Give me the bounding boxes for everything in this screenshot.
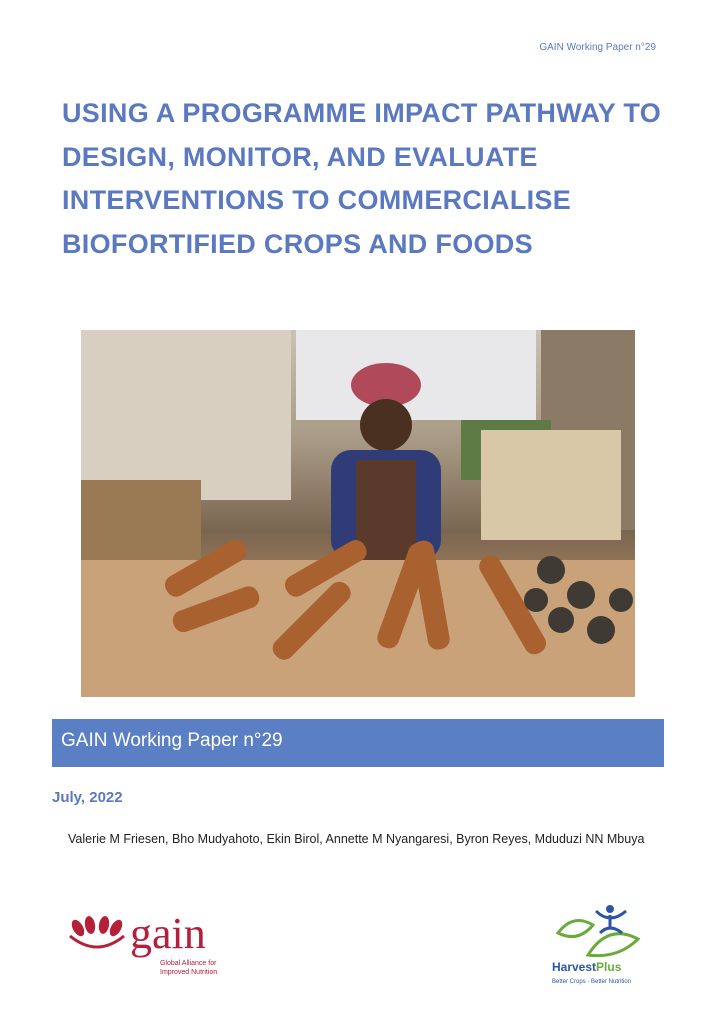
series-banner: GAIN Working Paper n°29 — [52, 719, 664, 767]
harvestplus-logo — [548, 903, 658, 989]
harvestplus-tagline: Better Crops · Better Nutrition — [552, 979, 632, 985]
cover-photo — [81, 330, 635, 697]
gain-logo — [68, 909, 238, 980]
cassava-market-photo — [81, 330, 635, 697]
harvestplus-name-part-2: Plus — [596, 960, 622, 974]
gain-tagline — [160, 959, 217, 977]
gain-wheat-icon — [68, 914, 126, 954]
author-list: Valerie M Friesen, Bho Mudyahoto, Ekin Birol, Annette M Nyangaresi, Byron Reyes, Mduduzi NN Mbuya — [68, 832, 645, 846]
publication-date: July, 2022 — [52, 789, 123, 806]
harvestplus-leaf-figure-icon — [548, 903, 658, 959]
document-title: USING A PROGRAMME IMPACT PATHWAY TO DESIGN, MONITOR, AND EVALUATE INTERVENTIONS TO COMMERCIALISE BIOFORTIFIED CROPS AND FOODS — [62, 98, 662, 259]
gain-tagline-line-1: Global Alliance for — [160, 960, 217, 967]
harvestplus-name — [552, 960, 621, 974]
running-header: GAIN Working Paper n°29 — [539, 42, 656, 53]
gain-tagline-line-2: Improved Nutrition — [160, 969, 218, 976]
gain-name: gain — [130, 909, 206, 958]
harvestplus-name-part-1: Harvest — [552, 960, 597, 974]
